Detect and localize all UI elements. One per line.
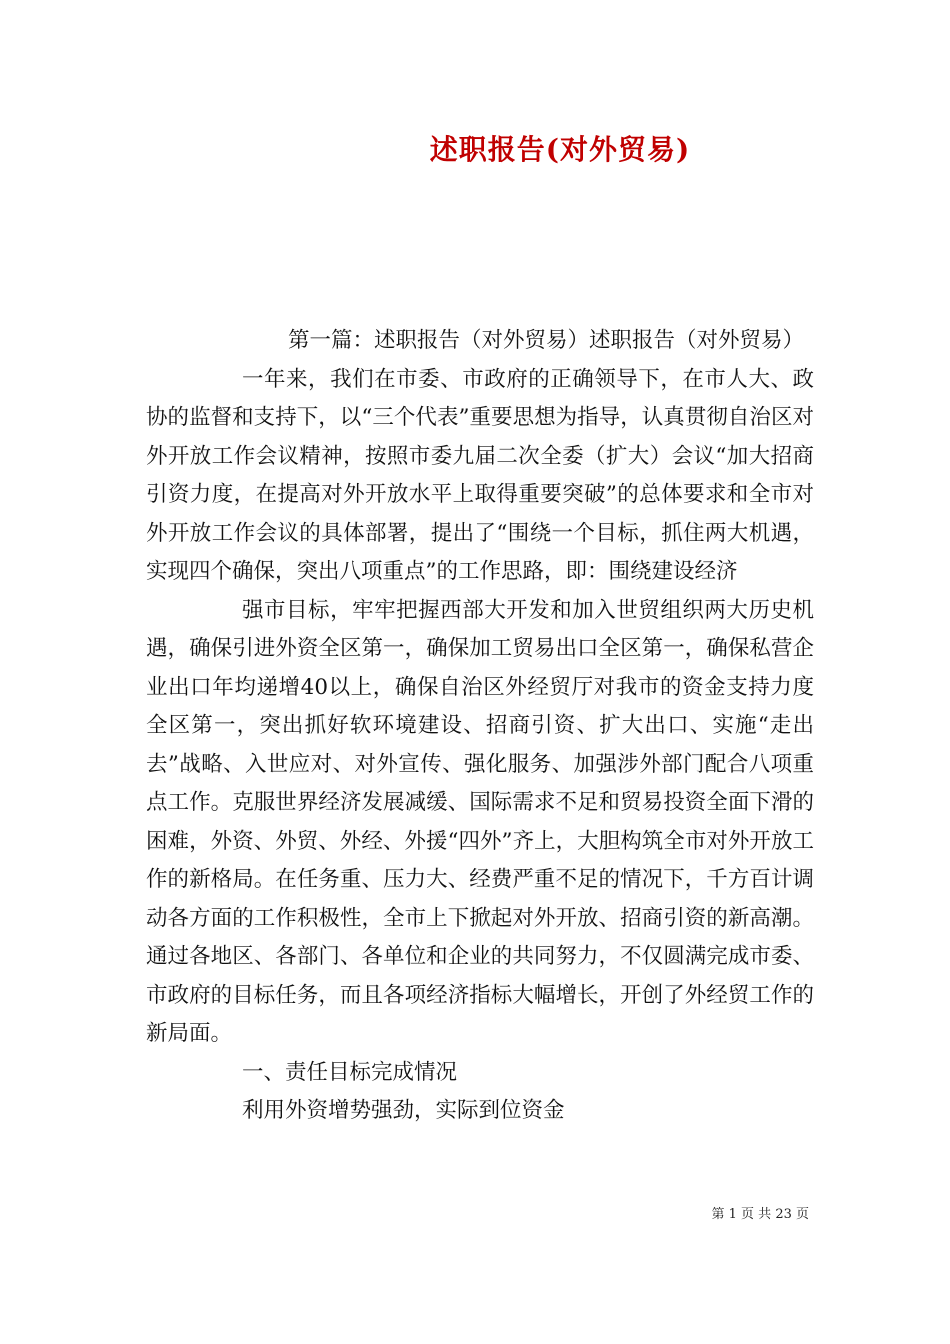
document-body xyxy=(146,322,814,1131)
section-heading: 一、责任目标完成情况 xyxy=(242,1059,458,1085)
paragraph: 强市目标，牢牢把握西部大开发和加入世贸组织两大历史机遇，确保引进外资全区第一，确保加工贸易出口全区第一，确保私营企业出口年均递增40以上，确保自治区外经贸厅对我市的资金支持力度全区第一，突出抓好软环境建设、招商引资、扩大出口、实施“走出去”战略、入世应对、对外宣传、强化服务、加强涉外部门配合八项重点工作。克服世界经济发展减缓、国际需求不足和贸易投资全面下滑的困难，外资、外贸、外经、外援“四外”齐上，大胆构筑全市对外开放工作的新格局。在任务重、压力大、经费严重不足的情况下，千方百计调动各方面的工作积极性，全市上下掀起对外开放、招商引资的新高潮。通过各地区、各部门、各单位和企业的共同努力，不仅圆满完成市委、市政府的目标任务，而且各项经济指标大幅增长，开创了外经贸工作的新局面。 xyxy=(146,597,814,1046)
page-number-footer: 第 1 页 共 23 页 xyxy=(711,1207,809,1222)
paragraph: 一年来，我们在市委、市政府的正确领导下，在市人大、政协的监督和支持下，以“三个代表”重要思想为指导，认真贯彻自治区对外开放工作会议精神，按照市委九届二次全委（扩大）会议“加大招商引资力度，在提高对外开放水平上取得重要突破”的总体要求和全市对外开放工作会议的具体部署，提出了“围绕一个目标，抓住两大机遇，实现四个确保，突出八项重点”的工作思路，即：围绕建设经济 xyxy=(146,366,814,584)
document-title: 述职报告(对外贸易) xyxy=(429,133,691,166)
paragraph: 利用外资增势强劲，实际到位资金 xyxy=(242,1098,565,1123)
paragraph-heading: 第一篇：述职报告（对外贸易）述职报告（对外贸易） xyxy=(288,328,805,353)
